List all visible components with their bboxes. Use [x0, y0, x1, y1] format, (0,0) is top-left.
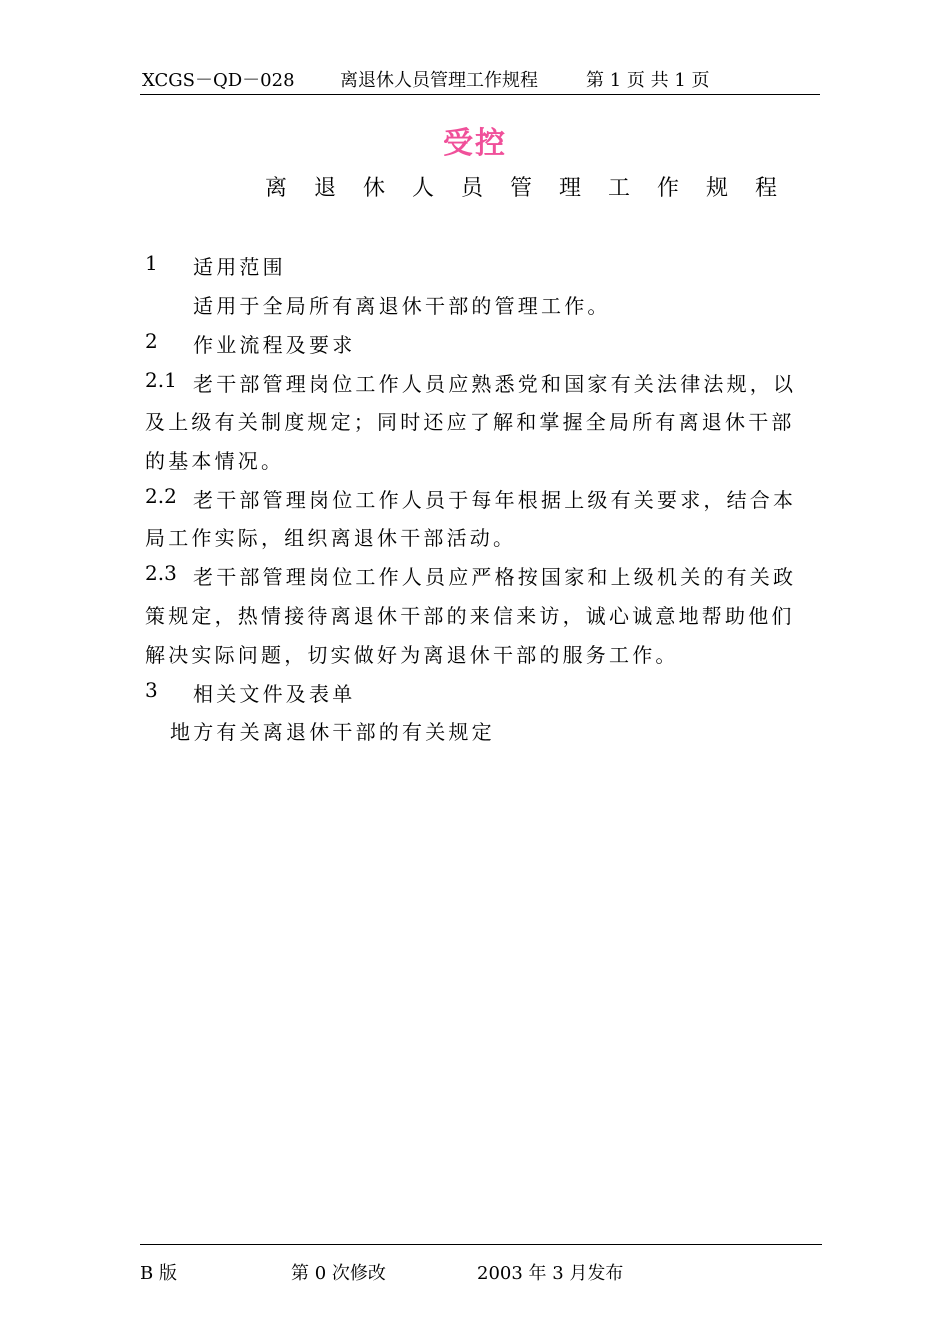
title-char: 休 [363, 176, 386, 201]
section-number: 3 [145, 678, 158, 702]
header-title: 离退休人员管理工作规程 [340, 70, 538, 91]
section-number: 1 [145, 251, 158, 275]
title-char: 理 [559, 176, 582, 201]
section-body: 地方有关离退休干部的有关规定 [170, 720, 495, 744]
clause-number: 2.3 [145, 561, 177, 585]
title-char: 程 [755, 176, 778, 201]
page-info: 第 1 页 共 1 页 [586, 70, 710, 91]
controlled-stamp: 受控 [443, 126, 507, 161]
title-char: 人 [412, 176, 435, 201]
revision-label: 第 0 次修改 [291, 1263, 386, 1284]
title-char: 离 [265, 176, 288, 201]
paragraph-line: 老干部管理岗位工作人员于每年根据上级有关要求，结合本 [193, 488, 797, 512]
section-heading: 适用范围 [193, 255, 286, 279]
title-char: 退 [314, 176, 337, 201]
section-number: 2 [145, 329, 158, 353]
release-date: 2003 年 3 月发布 [477, 1263, 624, 1284]
title-char: 作 [657, 176, 680, 201]
title-char: 工 [608, 176, 631, 201]
title-char: 管 [510, 176, 533, 201]
footer-rule [140, 1244, 822, 1245]
paragraph-line: 及上级有关制度规定；同时还应了解和掌握全局所有离退休干部 [145, 410, 795, 434]
paragraph-line: 老干部管理岗位工作人员应严格按国家和上级机关的有关政 [193, 565, 797, 589]
title-char: 规 [706, 176, 729, 201]
paragraph-line: 局工作实际，组织离退休干部活动。 [145, 526, 517, 550]
paragraph-line: 的基本情况。 [145, 449, 285, 473]
section-heading: 相关文件及表单 [193, 682, 356, 706]
document-title [265, 171, 804, 202]
version-label: B 版 [140, 1263, 177, 1284]
paragraph-line: 解决实际问题，切实做好为离退休干部的服务工作。 [145, 643, 679, 667]
paragraph-line: 策规定，热情接待离退休干部的来信来访，诚心诚意地帮助他们 [145, 604, 795, 628]
title-char: 员 [461, 176, 484, 201]
document-code: XCGS－QD－028 [142, 70, 295, 91]
section-heading: 作业流程及要求 [193, 333, 356, 357]
clause-number: 2.1 [145, 368, 177, 392]
header-rule [140, 94, 820, 95]
clause-number: 2.2 [145, 484, 177, 508]
section-body: 适用于全局所有离退休干部的管理工作。 [193, 294, 611, 318]
paragraph-line: 老干部管理岗位工作人员应熟悉党和国家有关法律法规，以 [193, 372, 797, 396]
